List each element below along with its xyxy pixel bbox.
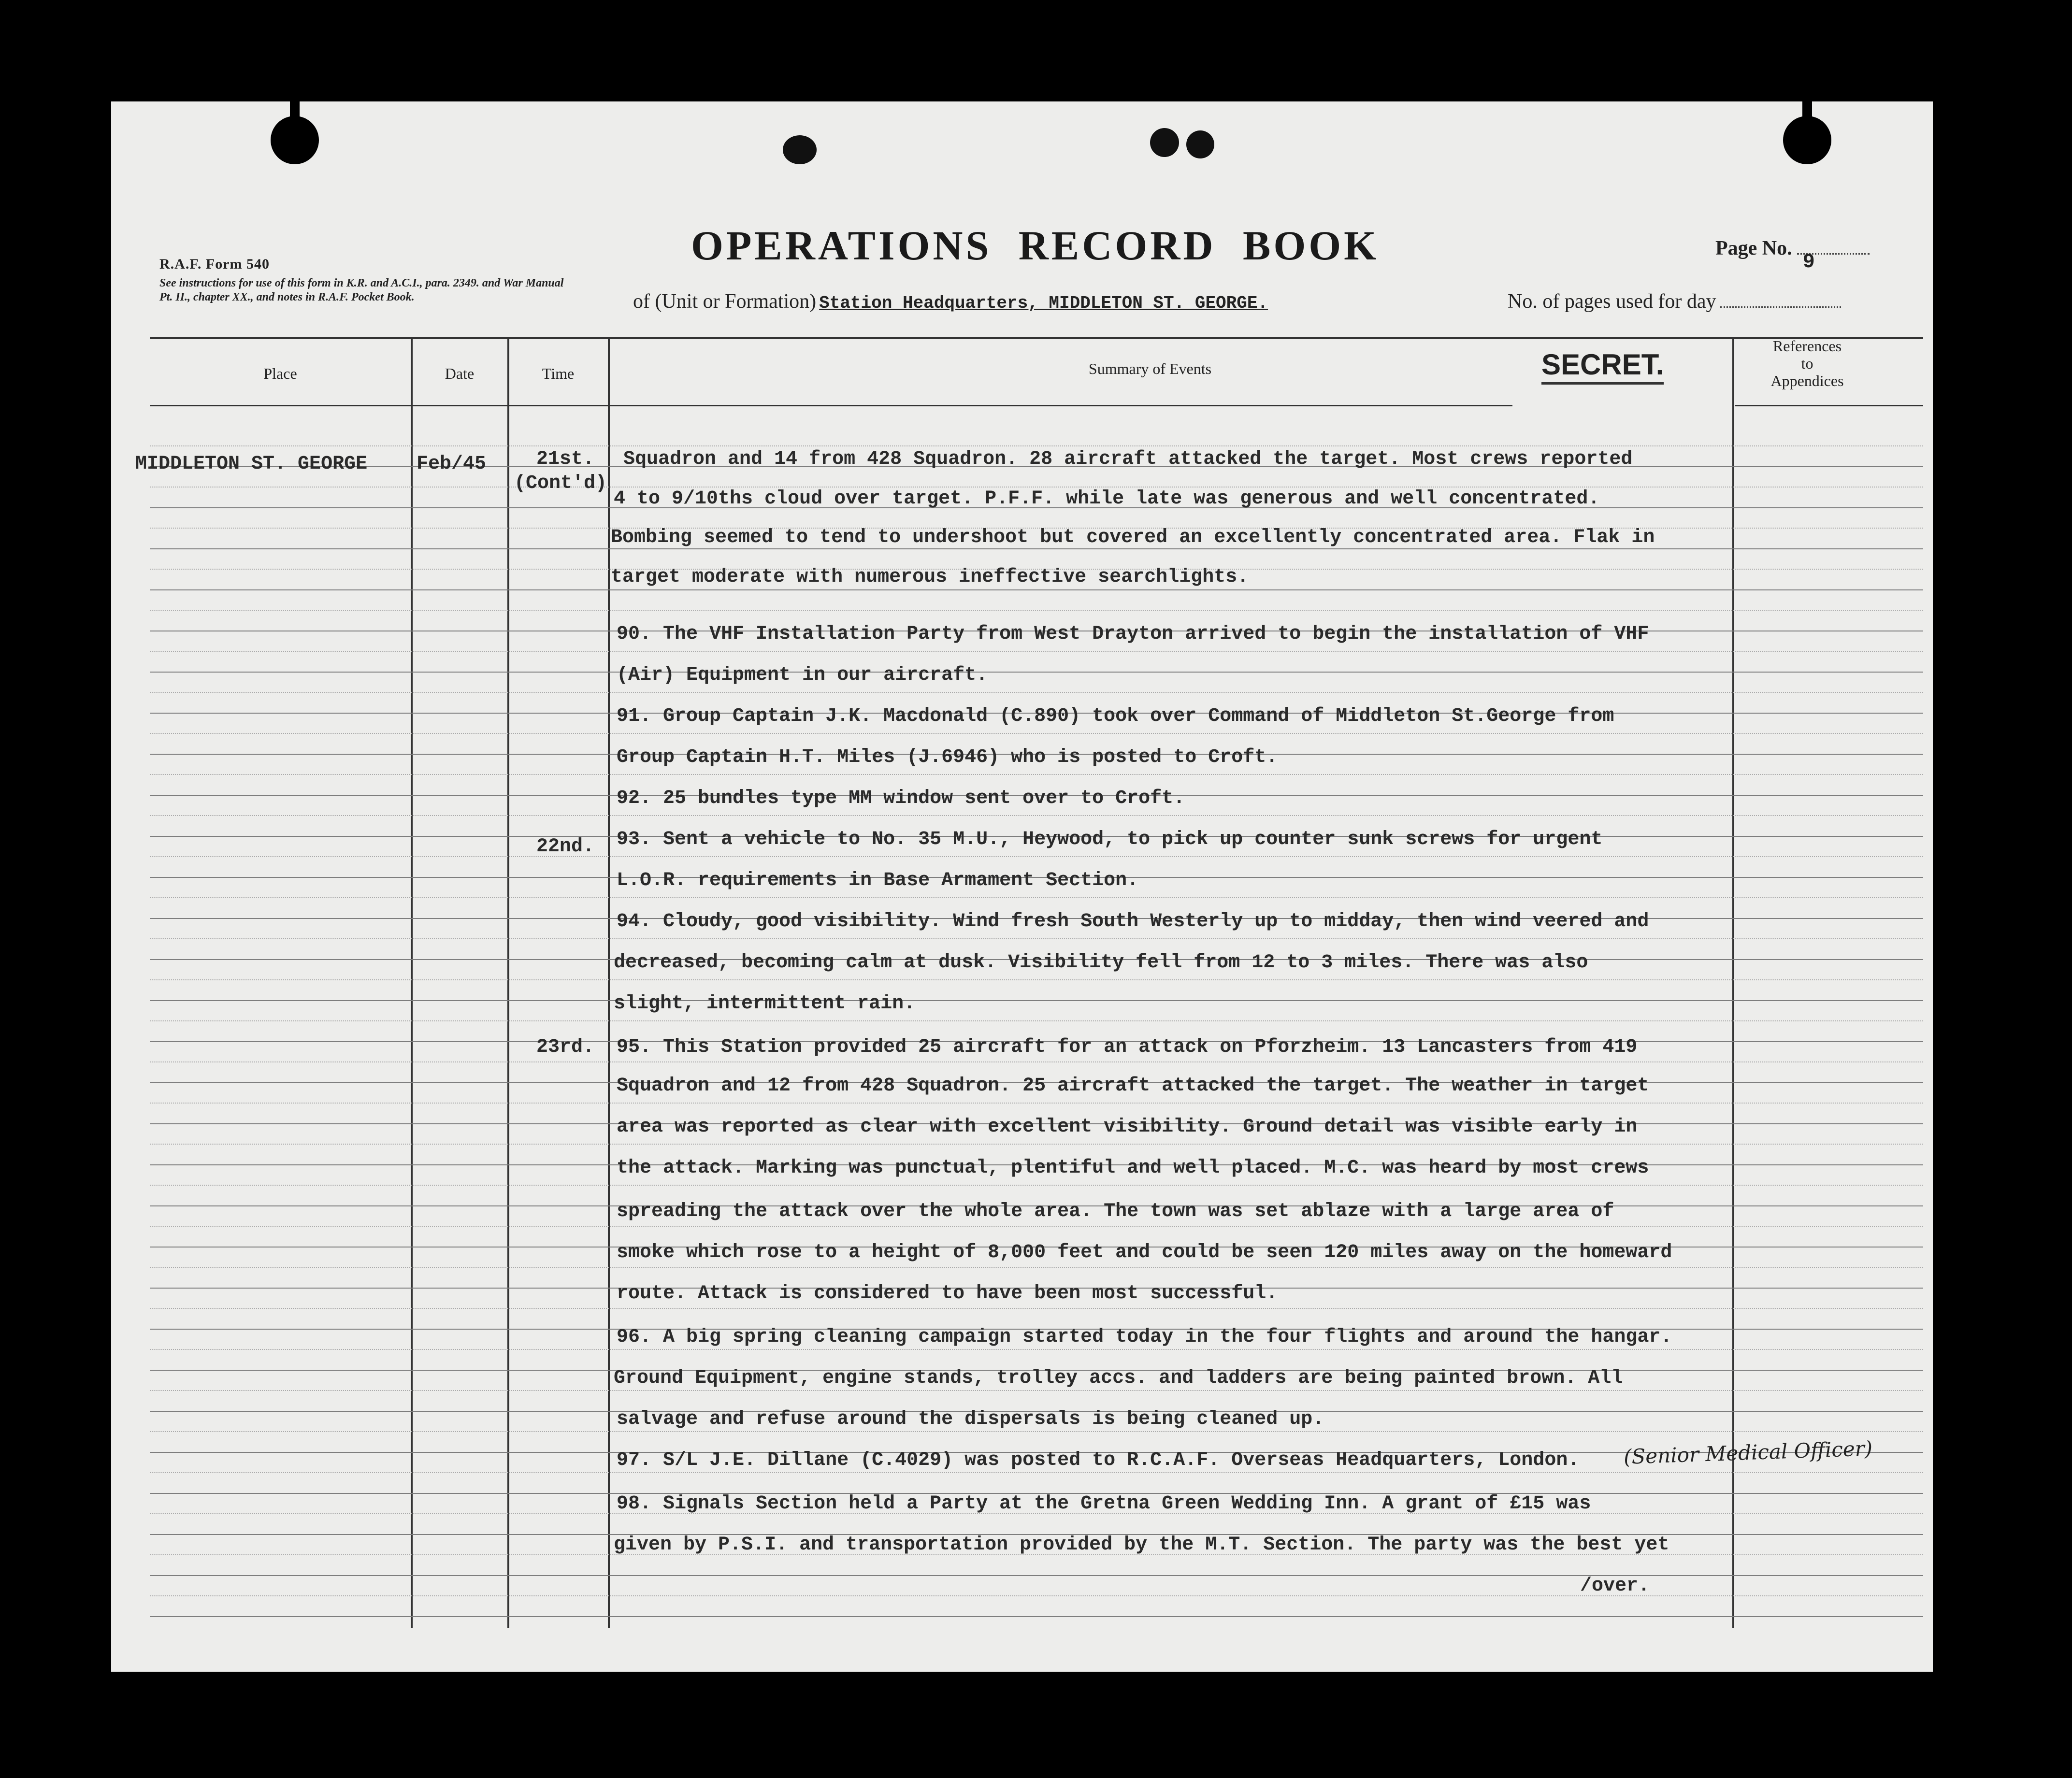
appendices-label: Appendices bbox=[1770, 372, 1844, 389]
summary-line: L.O.R. requirements in Base Armament Section. bbox=[617, 870, 1139, 891]
references-to-label: to bbox=[1801, 355, 1813, 372]
unit-value: Station Headquarters, MIDDLETON ST. GEORGE. bbox=[819, 293, 1268, 313]
summary-line: 94. Cloudy, good visibility. Wind fresh South Westerly up to midday, then wind veered and bbox=[617, 911, 1649, 932]
page-number-label: Page No. bbox=[1715, 237, 1792, 259]
ruled-dotted-line bbox=[150, 651, 1923, 652]
ruled-dotted-line bbox=[150, 774, 1923, 775]
summary-line: area was reported as clear with excellent visibility. Ground detail was visible early in bbox=[617, 1116, 1638, 1138]
header-top-rule bbox=[150, 337, 1923, 339]
ruled-dotted-line bbox=[150, 1103, 1923, 1104]
summary-line: 90. The VHF Installation Party from West Drayton arrived to begin the installation of VHF bbox=[617, 623, 1649, 645]
ruled-dotted-line bbox=[150, 1595, 1923, 1596]
ruled-dotted-line bbox=[150, 445, 1923, 446]
header-bottom-rule-left bbox=[150, 405, 1512, 406]
ruled-line bbox=[150, 1000, 1923, 1001]
column-header-place: Place bbox=[263, 365, 297, 382]
ruled-dotted-line bbox=[150, 1349, 1923, 1350]
ruled-dotted-line bbox=[150, 856, 1923, 857]
summary-line: /over. bbox=[1580, 1575, 1650, 1597]
entry-time-continued: (Cont'd) bbox=[514, 473, 607, 494]
column-header-summary: Summary of Events bbox=[1088, 360, 1212, 377]
ruled-dotted-line bbox=[150, 610, 1923, 611]
summary-line: the attack. Marking was punctual, plentiful and well placed. M.C. was heard by most crews bbox=[617, 1157, 1649, 1179]
ruled-line bbox=[150, 1575, 1923, 1576]
ruled-dotted-line bbox=[150, 1185, 1923, 1186]
pages-used-field bbox=[1720, 306, 1841, 308]
ruled-line bbox=[150, 589, 1923, 590]
summary-line: 93. Sent a vehicle to No. 35 M.U., Heywood, to pick up counter sunk screws for urgent bbox=[617, 829, 1603, 850]
column-header-date: Date bbox=[445, 365, 475, 382]
ruled-dotted-line bbox=[150, 1472, 1923, 1473]
summary-line: slight, intermittent rain. bbox=[614, 993, 916, 1015]
page-title: OPERATIONS RECORD BOOK bbox=[691, 222, 1379, 269]
pages-used-label: No. of pages used for day bbox=[1508, 290, 1716, 313]
summary-line: decreased, becoming calm at dusk. Visibility fell from 12 to 3 miles. There was also bbox=[614, 952, 1588, 974]
ruled-dotted-line bbox=[150, 897, 1923, 898]
entry-time-22nd: 22nd. bbox=[536, 836, 595, 858]
form-page bbox=[111, 101, 1933, 1672]
page-number-value: 9 bbox=[1802, 250, 1815, 273]
summary-line: Ground Equipment, engine stands, trolley accs. and ladders are being painted brown. All bbox=[614, 1367, 1623, 1389]
punch-hole-left-tab bbox=[290, 101, 300, 130]
pages-used bbox=[1508, 290, 1841, 313]
ruled-dotted-line bbox=[150, 938, 1923, 939]
summary-line: 95. This Station provided 25 aircraft for an attack on Pforzheim. 13 Lancasters from 419 bbox=[617, 1036, 1638, 1058]
unit-label: of (Unit or Formation) bbox=[633, 290, 817, 313]
summary-line: route. Attack is considered to have been most successful. bbox=[617, 1283, 1278, 1305]
summary-line: Squadron and 12 from 428 Squadron. 25 aircraft attacked the target. The weather in target bbox=[617, 1075, 1649, 1097]
column-header-time: Time bbox=[542, 365, 575, 382]
ruled-dotted-line bbox=[150, 1431, 1923, 1432]
ruled-dotted-line bbox=[150, 1226, 1923, 1227]
column-divider-date-time bbox=[507, 338, 509, 1628]
ruled-dotted-line bbox=[150, 1144, 1923, 1145]
form-number: R.A.F. Form 540 bbox=[159, 256, 270, 272]
ink-blot bbox=[1150, 128, 1179, 157]
ruled-dotted-line bbox=[150, 1308, 1923, 1309]
entry-date: Feb/45 bbox=[417, 453, 487, 475]
summary-line: target moderate with numerous ineffective searchlights. bbox=[611, 566, 1249, 588]
summary-line: 98. Signals Section held a Party at the Gretna Green Wedding Inn. A grant of £15 was bbox=[617, 1493, 1591, 1515]
page-number bbox=[1715, 237, 1870, 273]
summary-line: 91. Group Captain J.K. Macdonald (C.890) took over Command of Middleton St.George from bbox=[617, 705, 1614, 727]
secret-stamp: SECRET. bbox=[1541, 348, 1664, 385]
ruled-line bbox=[150, 672, 1923, 673]
summary-line: 97. S/L J.E. Dillane (C.4029) was posted to R.C.A.F. Overseas Headquarters, London. bbox=[617, 1449, 1580, 1471]
ruled-dotted-line bbox=[150, 1390, 1923, 1391]
entry-time-21st: 21st. bbox=[536, 448, 595, 470]
column-divider-summary-refs bbox=[1732, 338, 1734, 1628]
summary-line: 92. 25 bundles type MM window sent over to Croft. bbox=[617, 788, 1185, 809]
handwritten-note: (Senior Medical Officer) bbox=[1623, 1436, 1873, 1469]
ruled-line bbox=[150, 1616, 1923, 1617]
column-divider-time-summary bbox=[608, 338, 610, 1628]
ruled-dotted-line bbox=[150, 815, 1923, 816]
references-label: References bbox=[1772, 337, 1842, 355]
header-bottom-rule-right bbox=[1735, 405, 1923, 406]
summary-line: salvage and refuse around the dispersals is being cleaned up. bbox=[617, 1408, 1324, 1430]
summary-line: (Air) Equipment in our aircraft. bbox=[617, 664, 988, 686]
page-number-field bbox=[1797, 250, 1870, 273]
ruled-dotted-line bbox=[150, 487, 1923, 488]
summary-line: Squadron and 14 from 428 Squadron. 28 aircraft attacked the target. Most crews reported bbox=[623, 448, 1633, 470]
form-instructions: See instructions for use of this form in K.R. and A.C.I., para. 2349. and War Manual Pt. II., chapter XX., and notes in R.A.F. Pocket Book. bbox=[159, 277, 564, 303]
entry-time-23rd: 23rd. bbox=[536, 1036, 595, 1058]
summary-line: 4 to 9/10ths cloud over target. P.F.F. while late was generous and well concentrated. bbox=[614, 488, 1600, 510]
unit-line bbox=[633, 290, 1268, 313]
ink-blot bbox=[783, 135, 817, 164]
form-reference bbox=[159, 256, 570, 304]
summary-line: given by P.S.I. and transportation provided by the M.T. Section. The party was the best yet bbox=[614, 1534, 1669, 1556]
summary-line: smoke which rose to a height of 8,000 feet and could be seen 120 miles away on the homeward bbox=[617, 1242, 1672, 1263]
ink-blot bbox=[1186, 130, 1214, 158]
ruled-line bbox=[150, 548, 1923, 549]
summary-line: Bombing seemed to tend to undershoot but covered an excellently concentrated area. Flak in bbox=[611, 527, 1655, 548]
ruled-dotted-line bbox=[150, 1267, 1923, 1268]
ruled-dotted-line bbox=[150, 1020, 1923, 1021]
entry-place: MIDDLETON ST. GEORGE bbox=[135, 453, 368, 475]
summary-line: spreading the attack over the whole area. The town was set ablaze with a large area of bbox=[617, 1201, 1614, 1222]
column-header-references bbox=[1735, 337, 1880, 389]
ruled-dotted-line bbox=[150, 733, 1923, 734]
ruled-dotted-line bbox=[150, 979, 1923, 980]
ruled-dotted-line bbox=[150, 1061, 1923, 1062]
summary-line: 96. A big spring cleaning campaign started today in the four flights and around the hangar. bbox=[617, 1326, 1672, 1348]
column-divider-place-date bbox=[411, 338, 413, 1628]
ruled-dotted-line bbox=[150, 692, 1923, 693]
summary-line: Group Captain H.T. Miles (J.6946) who is posted to Croft. bbox=[617, 746, 1278, 768]
punch-hole-right-tab bbox=[1802, 101, 1812, 130]
